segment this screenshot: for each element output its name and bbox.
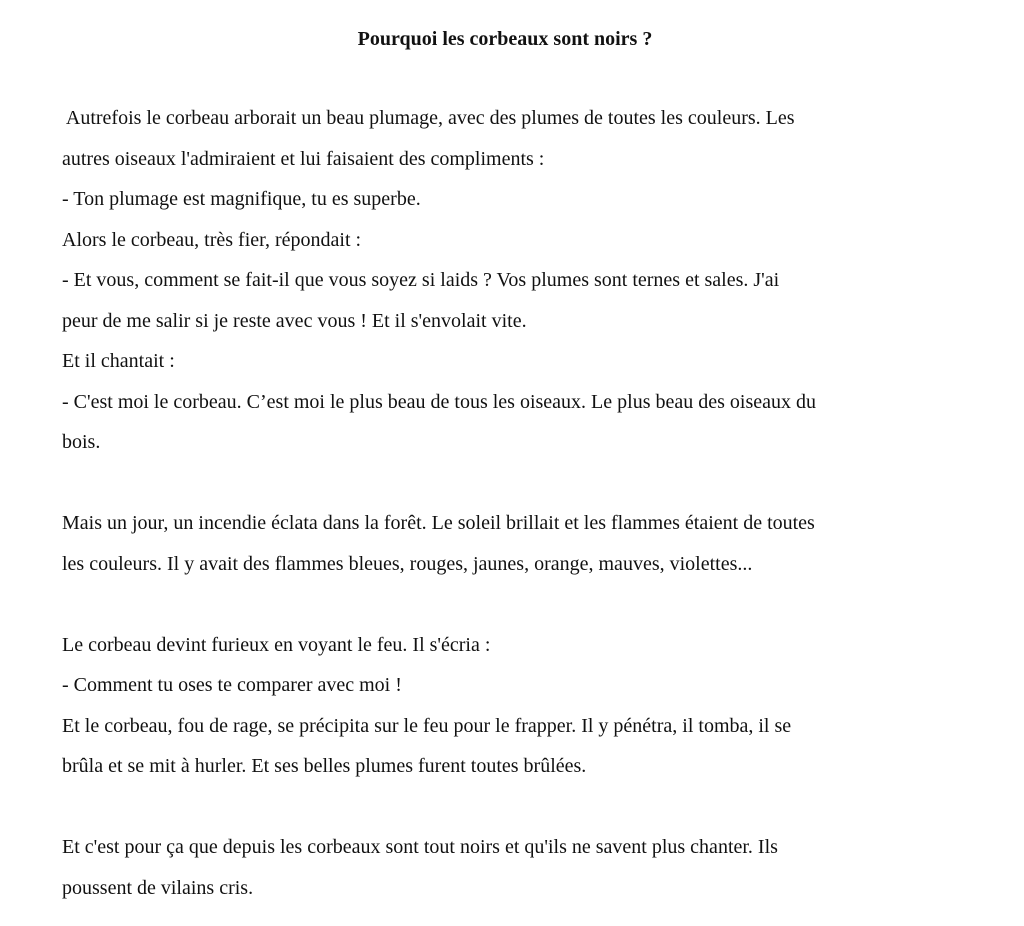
text-line: Autrefois le corbeau arborait un beau plumage, avec des plumes de toutes les couleurs. Les xyxy=(62,107,795,129)
paragraph-spacer xyxy=(62,787,957,828)
text-line: Et le corbeau, fou de rage, se précipita sur le feu pour le frapper. Il y pénétra, il tomba, il se xyxy=(62,714,792,737)
paragraph-spacer xyxy=(62,463,957,504)
dialogue-line: - Comment tu oses te comparer avec moi ! xyxy=(62,674,402,696)
text-line: Et c'est pour ça que depuis les corbeaux sont tout noirs et qu'ils ne savent plus chanter. Ils xyxy=(62,836,778,858)
page-title: Pourquoi les corbeaux sont noirs ? xyxy=(357,28,653,50)
text-line: poussent de vilains cris. xyxy=(62,876,254,899)
text-line: Mais un jour, un incendie éclata dans la forêt. Le soleil brillait et les flammes étaient de toutes xyxy=(62,512,815,534)
dialogue-line: - Et vous, comment se fait-il que vous soyez si laids ? Vos plumes sont ternes et sales. J'ai xyxy=(62,269,780,291)
dialogue-line: - Ton plumage est magnifique, tu es superbe. xyxy=(62,188,421,210)
text-line: bois. xyxy=(62,431,101,453)
text-line: Le corbeau devint furieux en voyant le feu. Il s'écria : xyxy=(62,633,491,656)
paragraph-4 xyxy=(62,827,957,908)
text-line: Alors le corbeau, très fier, répondait : xyxy=(62,228,362,251)
text-line: Et il chantait : xyxy=(62,350,175,372)
paragraph-spacer xyxy=(62,584,957,625)
text-line: les couleurs. Il y avait des flammes bleues, rouges, jaunes, orange, mauves, violettes... xyxy=(62,552,753,575)
text-line: brûla et se mit à hurler. Et ses belles plumes furent toutes brûlées. xyxy=(62,755,587,777)
text-line: peur de me salir si je reste avec vous ! Et il s'envolait vite. xyxy=(62,309,527,332)
story-body xyxy=(62,98,957,908)
paragraph-1 xyxy=(62,98,957,463)
paragraph-2 xyxy=(62,503,957,584)
dialogue-line: - C'est moi le corbeau. C’est moi le plus beau de tous les oiseaux. Le plus beau des oiseaux du xyxy=(62,390,816,413)
paragraph-3 xyxy=(62,625,957,787)
text-line: autres oiseaux l'admiraient et lui faisaient des compliments : xyxy=(62,147,545,170)
